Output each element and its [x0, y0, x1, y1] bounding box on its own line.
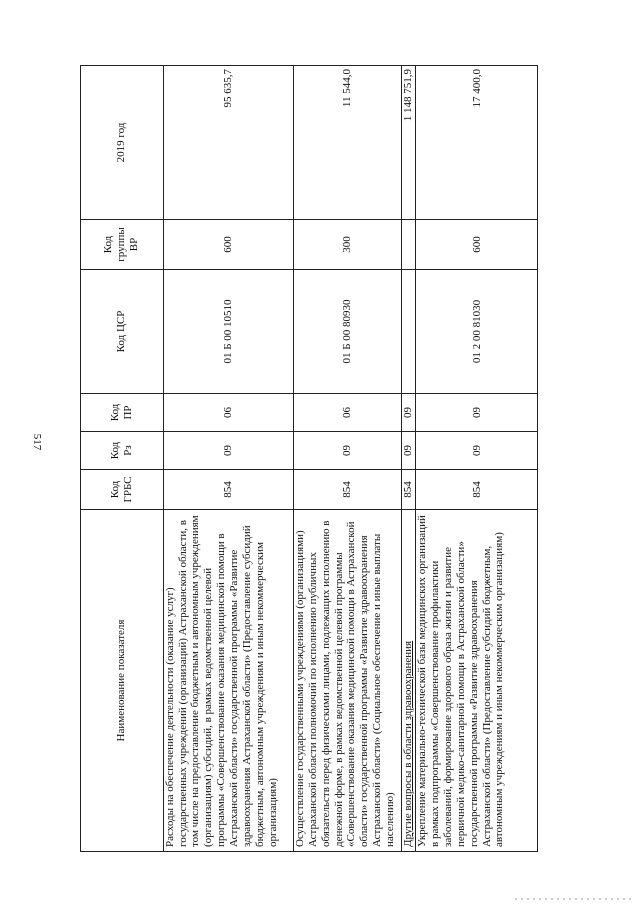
- row-amount: 11 544,0: [293, 66, 401, 220]
- row-amount: 95 635,7: [163, 66, 293, 220]
- row-csr: 01 Б 00 80930: [293, 270, 401, 394]
- row-vr: 300: [293, 220, 401, 270]
- table-row: [416, 66, 538, 852]
- row-pr: 09: [416, 394, 538, 432]
- row-name: Расходы на обеспечение деятельности (оказание услуг) государственных учреждений (организаций) Астраханской области, в том числе на предоставление бюджетным и автономным учреждениям (организациям) субсидий, в рамках ведомственной целевой программы «Совершенствование оказания медицинской помощи в Астраханской области» государственной программы «Развитие здравоохранения Астраханской области» (Предоставление субсидий бюджетным, автономным учреждениям и иным некоммерческим организациям): [163, 510, 293, 852]
- row-csr: 01 2 00 81030: [416, 270, 538, 394]
- header-rz: Код Рз: [81, 432, 164, 470]
- row-grbs: 854: [416, 470, 538, 510]
- table-row: [401, 66, 415, 852]
- row-name: Осуществление государственными учреждениями (организациями) Астраханской области полномочий по исполнению публичных обязательств перед физическими лицами, подлежащих исполнению в денежной форме, в рамках ведомственной целевой программы «Совершенствование оказания медицинской помощи в Астраханской области» государственной программы «Развитие здравоохранения Астраханской области» (Социальное обеспечение и иные выплаты населению): [293, 510, 401, 852]
- budget-table: [80, 65, 538, 852]
- row-pr: 06: [163, 394, 293, 432]
- row-vr: [401, 220, 415, 270]
- header-vr: Код группы ВР: [81, 220, 164, 270]
- row-vr: 600: [163, 220, 293, 270]
- row-grbs: 854: [401, 470, 415, 510]
- header-row: [81, 66, 164, 852]
- row-amount: 17 400,0: [416, 66, 538, 220]
- table-row: [163, 66, 293, 852]
- row-rz: 09: [163, 432, 293, 470]
- header-grbs: Код ГРБС: [81, 470, 164, 510]
- row-pr: 09: [401, 394, 415, 432]
- row-rz: 09: [401, 432, 415, 470]
- header-name: Наименование показателя: [81, 510, 164, 852]
- header-csr: Код ЦСР: [81, 270, 164, 394]
- header-pr: Код ПР: [81, 394, 164, 432]
- row-name: Другие вопросы в области здравоохранения: [401, 510, 415, 852]
- row-amount: 1 148 751,9: [401, 66, 415, 220]
- row-pr: 06: [293, 394, 401, 432]
- row-name: Укрепление материально-технической базы медицинских организаций в рамках подпрограммы «Совершенствование профилактики заболеваний, формирование здорового образа жизни и развитие первичной медико-санитарной помощи в Астраханской области» государственной программы «Развитие здравоохранения Астраханской области» (Предоставление субсидий бюджетным, автономным учреждениям и иным некоммерческим организациям): [416, 510, 538, 852]
- row-vr: 600: [416, 220, 538, 270]
- row-grbs: 854: [293, 470, 401, 510]
- rotated-table-wrapper: [80, 66, 538, 852]
- table-row: [293, 66, 401, 852]
- page-number: 517: [31, 433, 43, 451]
- header-year: 2019 год: [81, 66, 164, 220]
- scan-dots: [515, 897, 635, 901]
- row-rz: 09: [416, 432, 538, 470]
- row-csr: [401, 270, 415, 394]
- row-csr: 01 Б 00 10510: [163, 270, 293, 394]
- row-rz: 09: [293, 432, 401, 470]
- row-grbs: 854: [163, 470, 293, 510]
